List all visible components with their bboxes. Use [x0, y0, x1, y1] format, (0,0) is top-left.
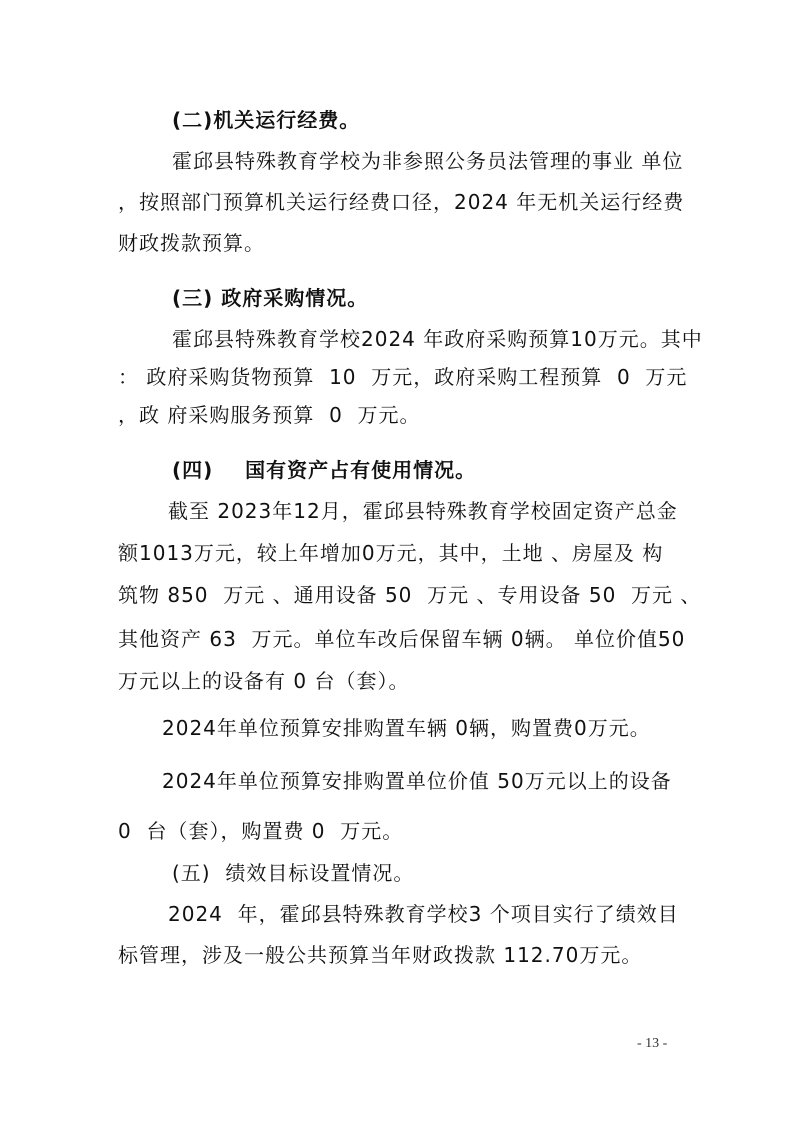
- section-heading: (二)机关运行经费。: [172, 108, 361, 132]
- section-heading: (三) 政府采购情况。: [172, 286, 369, 310]
- paragraph-line: 标管理，涉及一般公共预算当年财政拨款 112.70万元。: [118, 943, 643, 967]
- paragraph-line: ，按照部门预算机关运行经费口径，2024 年无机关运行经费: [118, 190, 685, 214]
- paragraph-line: 2024 年，霍邱县特殊教育学校3 个项目实行了绩效目: [168, 902, 679, 926]
- paragraph-line: 霍邱县特殊教育学校2024 年政府采购预算10万元。其中: [172, 327, 703, 351]
- paragraph-line: ，政 府采购服务预算 0 万元。: [118, 403, 421, 427]
- paragraph-line: 截至 2023年12月，霍邱县特殊教育学校固定资产总金: [168, 499, 678, 523]
- paragraph-line: 财政拨款预算。: [118, 231, 265, 255]
- paragraph-line: 霍邱县特殊教育学校为非参照公务员法管理的事业 单位: [172, 149, 684, 173]
- paragraph-line: 0 台（套），购置费 0 万元。: [118, 819, 404, 843]
- paragraph-line: 2024年单位预算安排购置车辆 0辆，购置费0万元。: [162, 716, 651, 740]
- page-number: - 13 -: [637, 1036, 668, 1051]
- section-heading: (五) 绩效目标设置情况。: [172, 861, 415, 885]
- paragraph-line: 其他资产 63 万元。单位车改后保留车辆 0辆。 单位价值50: [118, 627, 686, 651]
- paragraph-line: 筑物 850 万元 、通用设备 50 万元 、专用设备 50 万元 、: [118, 583, 702, 607]
- paragraph-line: 2024年单位预算安排购置单位价值 50万元以上的设备: [162, 769, 672, 793]
- paragraph-line: ： 政府采购货物预算 10 万元，政府采购工程预算 0 万元: [118, 365, 688, 389]
- paragraph-line: 万元以上的设备有 0 台（套）。: [118, 669, 410, 693]
- section-heading: (四) 国有资产占有使用情况。: [172, 458, 477, 482]
- paragraph-line: 额1013万元，较上年增加0万元，其中，土地 、房屋及 构: [118, 541, 664, 565]
